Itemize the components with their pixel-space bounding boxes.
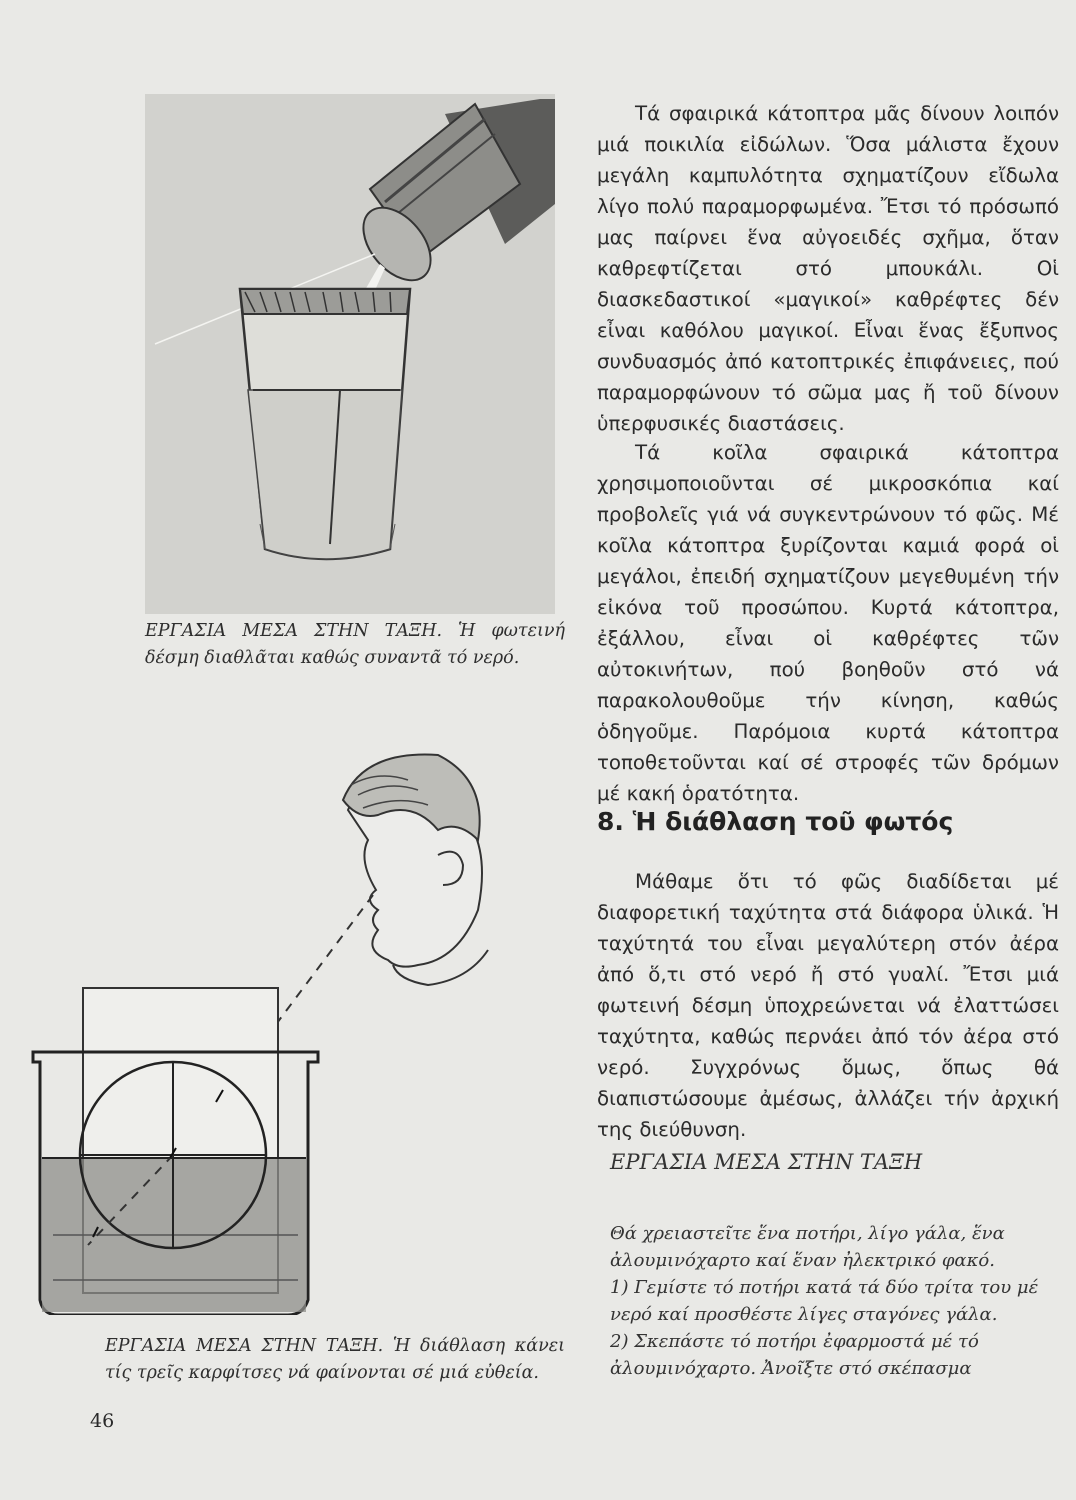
page-number: 46 — [90, 1410, 115, 1432]
figure1-caption: ΕΡΓΑΣΙΑ ΜΕΣΑ ΣΤΗΝ ΤΑΞΗ. Ἡ φωτεινή δέσμη διαθλᾶται καθώς συναντᾶ τό νερό. — [145, 621, 565, 668]
section-heading: 8. Ἡ διάθλαση τοῦ φωτός — [597, 807, 954, 836]
flashlight-glass-illustration — [145, 94, 555, 614]
beaker-refraction-illustration — [18, 740, 563, 1315]
classroom-task-instructions — [610, 1220, 1050, 1382]
figure2-caption: ΕΡΓΑΣΙΑ ΜΕΣΑ ΣΤΗΝ ΤΑΞΗ. Ἡ διάθλαση κάνει τίς τρεῖς καρφίτσες νά φαίνονται σέ μιά εὐθεία. — [105, 1336, 565, 1383]
glass-icon — [240, 289, 410, 559]
figure-glass-flashlight — [145, 94, 555, 614]
body-paragraph-mirrors — [597, 98, 1059, 439]
classroom-task-title: ΕΡΓΑΣΙΑ ΜΕΣΑ ΣΤΗΝ ΤΑΞΗ — [610, 1150, 923, 1174]
body-paragraph-concave — [597, 437, 1059, 809]
task-step-1: 1) Γεμίστε τό ποτήρι κατά τά δύο τρίτα του μέ νερό καί προσθέστε λίγες σταγόνες γάλα. — [610, 1277, 1039, 1325]
body-paragraph-refraction — [597, 866, 1059, 1145]
task-intro: Θά χρειαστεῖτε ἕνα ποτήρι, λίγο γάλα, ἕνα ἀλουμινόχαρτο καί ἕναν ἠλεκτρικό φακό. — [610, 1223, 1005, 1271]
task-step-2: 2) Σκεπάστε τό ποτήρι ἐφαρμοστά μέ τό ἀλουμινόχαρτο. Ἀνοῖξτε στό σκέπασμα — [610, 1331, 979, 1379]
figure-beaker-refraction — [18, 740, 563, 1315]
paragraph-concave-mirrors: Τά κοῖλα σφαιρικά κάτοπτρα χρησιμοποιοῦνται σέ μικροσκόπια καί προβολεῖς γιά νά συγκεντρώνουν τό φῶς. Μέ κοῖλα κάτοπτρα ξυρίζονται καμιά φορά οἱ μεγάλοι, ἐπειδή σχηματίζουν μεγεθυμένη τήν εἰκόνα τοῦ προσώπου. Κυρτά κάτοπτρα, ἐξάλλου, εἶναι οἱ καθρέφτες τῶν αὐτοκινήτων, πού βοηθοῦν στό νά παρακολουθοῦμε τήν κίνηση, καθώς ὁδηγοῦμε. Παρόμοια κυρτά κάτοπτρα τοποθετοῦνται καί σέ στροφές τῶν δρόμων μέ κακή ὁρατότητα. — [597, 441, 1059, 805]
paragraph-refraction: Μάθαμε ὅτι τό φῶς διαδίδεται μέ διαφορετική ταχύτητα στά διάφορα ὑλικά. Ἡ ταχύτητά του εἶναι μεγαλύτερη στόν ἀέρα ἀπό ὅ,τι στό νερό ἤ στό γυαλί. Ἔτσι μιά φωτεινή δέσμη ὑποχρεώνεται νά ἐλαττώσει ταχύτητα, καθώς περνάει ἀπό τόν ἀέρα στό νερό. Συγχρόνως ὅμως, ὅπως θά διαπιστώσουμε ἀμέσως, ἀλλάζει τήν ἀρχική της διεύθυνση. — [597, 870, 1059, 1141]
person-head-icon — [343, 755, 488, 985]
paragraph-spherical-mirrors: Τά σφαιρικά κάτοπτρα μᾶς δίνουν λοιπόν μιά ποικιλία εἰδώλων. Ὅσα μάλιστα ἔχουν μεγάλη καμπυλότητα σχηματίζουν εἴδωλα λίγο πολύ παραμορφωμένα. Ἔτσι τό πρόσωπό μας παίρνει ἕνα αὐγοειδές σχῆμα, ὅταν καθρεφτίζεται στό μπουκάλι. Οἱ διασκεδαστικοί «μαγικοί» καθρέφτες δέν εἶναι καθόλου μαγικοί. Εἶναι ἕνας ἔξυπνος συνδυασμός ἀπό κατοπτρικές ἐπιφάνειες, πού παραμορφώνουν τό σῶμα μας ἤ τοῦ δίνουν ὑπερφυσικές διαστάσεις. — [597, 102, 1059, 435]
